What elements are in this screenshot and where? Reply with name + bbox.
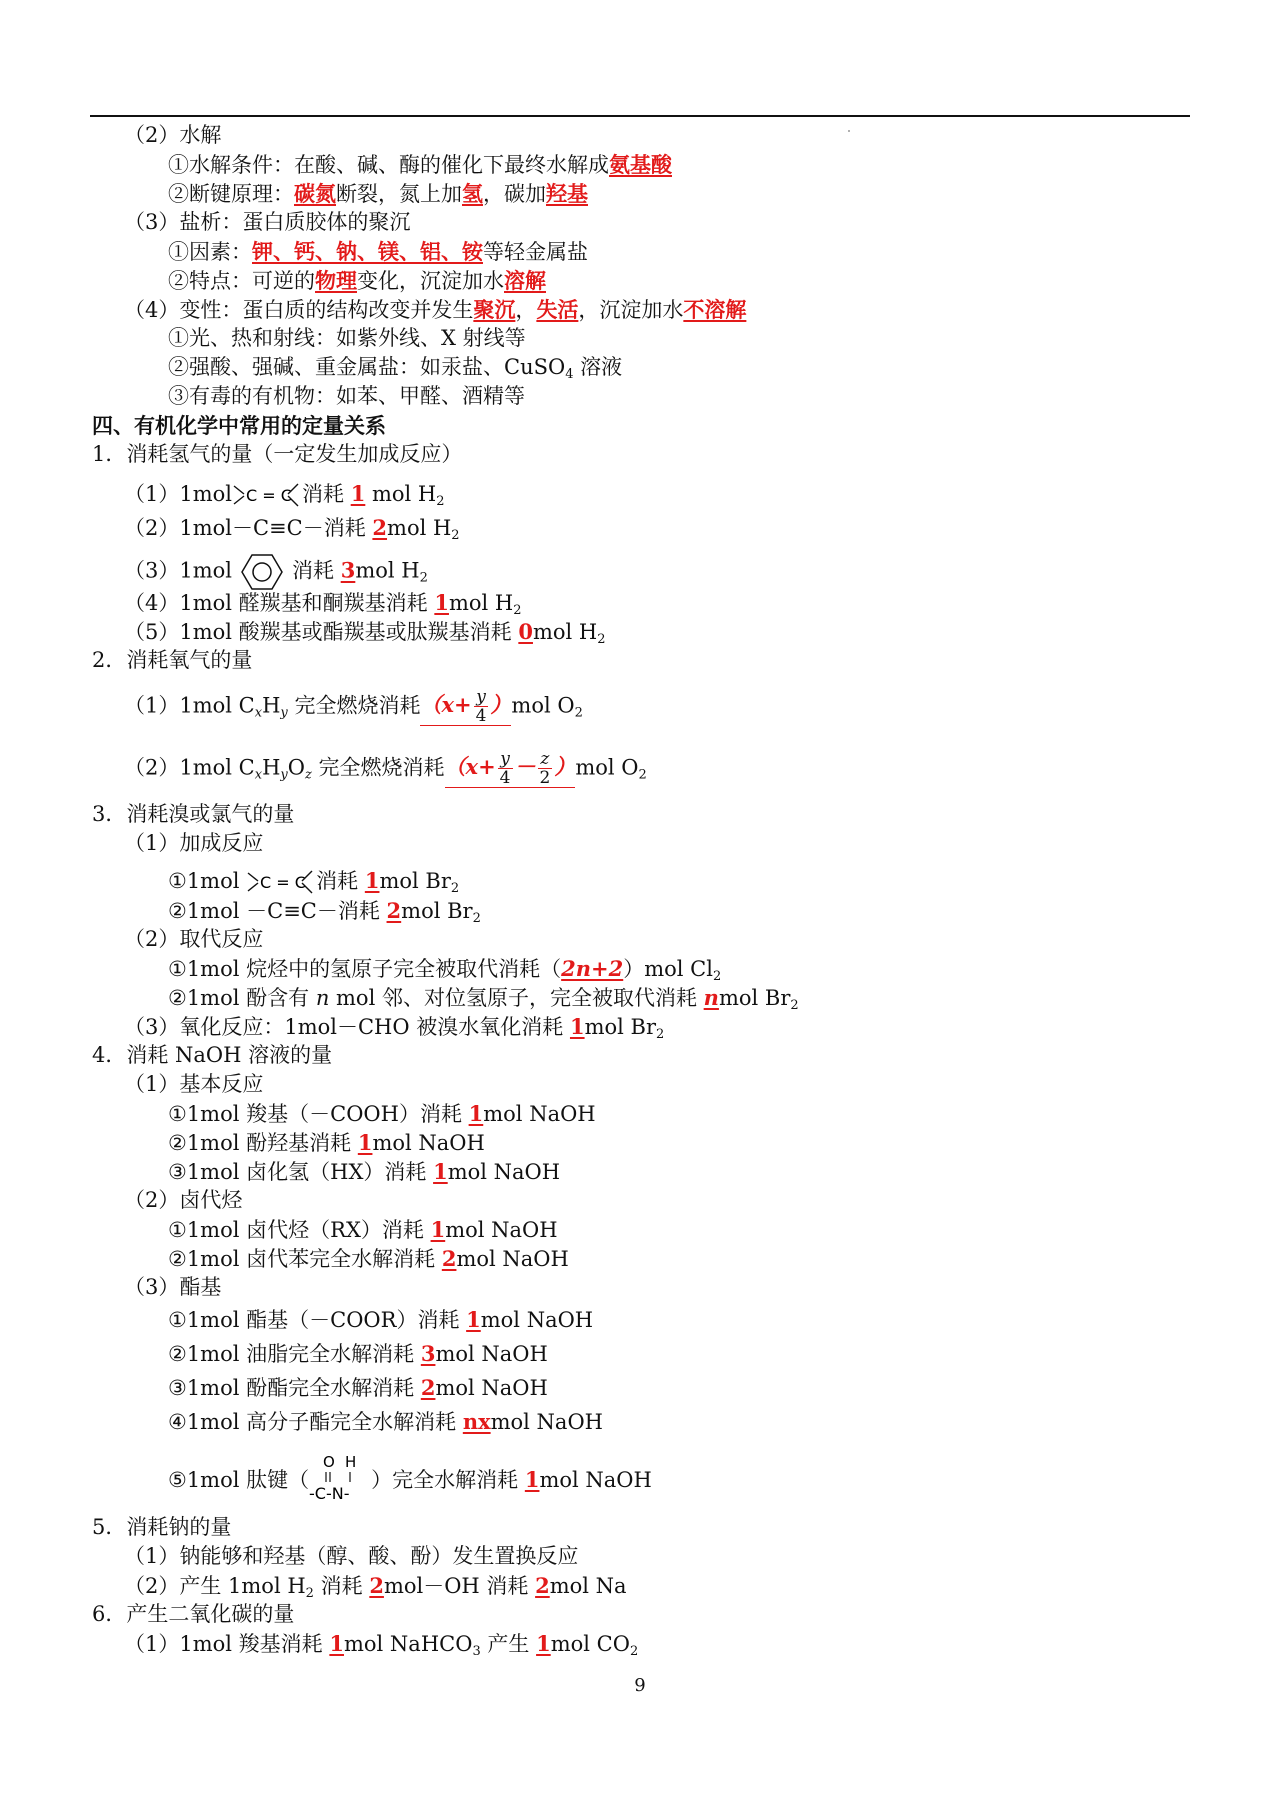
- o2-title: 2．消耗氧气的量: [92, 648, 253, 672]
- naoh-halo-1: ①1mol 卤代烃（RX）消耗 1mol NaOH: [168, 1217, 558, 1242]
- denature-item-3: ③有毒的有机物：如苯、甲醛、酒精等: [168, 384, 525, 408]
- o2-item-1: （1）1mol $C_xH_y$ 完全燃烧消耗（x+ $\frac{y}{4}$ ）mol $O_2$: [124, 687, 583, 726]
- h2-item-3: （3）1mol 消耗 3mol $H_2$: [124, 552, 428, 593]
- hydrolysis-condition: ①水解条件：在酸、碱、酶的催化下最终水解成氨基酸: [168, 152, 672, 177]
- naoh-basic-3: ③1mol 卤化氢（HX）消耗 1mol NaOH: [168, 1159, 561, 1184]
- naoh-ester-title: （3）酯基: [124, 1275, 222, 1299]
- naoh-halo-2: ②1mol 卤代苯完全水解消耗 2mol NaOH: [168, 1246, 569, 1271]
- benzene-ring-icon: [232, 552, 292, 592]
- naoh-basic-2: ②1mol 酚羟基消耗 1mol NaOH: [168, 1130, 485, 1155]
- br-sub-title: （2）取代反应: [124, 927, 264, 951]
- svg-text:C = C: C = C: [260, 872, 307, 892]
- denature-item-2: ②强酸、强碱、重金属盐：如汞盐、CuSO$_4$ 溶液: [168, 355, 623, 382]
- co2-title: 6．产生二氧化碳的量: [92, 1602, 295, 1626]
- na-item-2: （2）产生 1mol $H_2$ 消耗 2mol－OH 消耗 2mol Na: [124, 1573, 627, 1601]
- speck: [848, 130, 850, 132]
- br-add-1: ①1mol C = C 消耗 1mol $Br_2$: [168, 866, 459, 903]
- br-add-title: （1）加成反应: [124, 831, 264, 855]
- section-heading: 四、有机化学中常用的定量关系: [92, 413, 386, 438]
- naoh-title: 4．消耗 NaOH 溶液的量: [92, 1043, 333, 1067]
- svg-text:H: H: [345, 1452, 357, 1471]
- naoh-ester-3: ③1mol 酚酯完全水解消耗 2mol NaOH: [168, 1375, 548, 1400]
- h2-item-4: （4）1mol 醛羰基和酮羰基消耗 1mol $H_2$: [124, 590, 522, 618]
- svg-text:C = C: C = C: [246, 485, 292, 505]
- salting-title: （3）盐析：蛋白质胶体的聚沉: [124, 210, 411, 234]
- na-item-1: （1）钠能够和羟基（醇、酸、酚）发生置换反应: [124, 1544, 579, 1568]
- naoh-basic-1: ①1mol 羧基（－COOH）消耗 1mol NaOH: [168, 1101, 596, 1126]
- o2-answer-1: （x+ $\frac{y}{4}$ ）: [420, 687, 512, 726]
- br-sub-2: ②1mol 酚含有 n mol 邻、对位氢原子，完全被取代消耗 nmol $Br_2$: [168, 985, 799, 1013]
- naoh-ester-1: ①1mol 酯基（－COOR）消耗 1mol NaOH: [168, 1307, 594, 1332]
- o2-answer-2: （x+ $\frac{y}{4}$ － $\frac{z}{2}$ ）: [444, 749, 576, 788]
- hydrolysis-bond-break: ②断键原理：碳氮断裂，氮上加氢，碳加羟基: [168, 181, 588, 206]
- svg-text:O: O: [323, 1452, 335, 1471]
- naoh-basic-title: （1）基本反应: [124, 1072, 264, 1096]
- peptide-bond-structure-icon: [309, 1453, 371, 1511]
- o2-item-2: （2）1mol $C_xH_yO_z$ 完全燃烧消耗（x+ $\frac{y}{4}$ － $\frac{z}{2}$ ）mol $O_2$: [124, 749, 647, 788]
- br-add-2: ②1mol －C≡C－消耗 2mol $Br_2$: [168, 898, 481, 926]
- br-oxidation: （3）氧化反应：1mol－CHO 被溴水氧化消耗 1mol $Br_2$: [124, 1014, 665, 1042]
- page-number: 9: [634, 1675, 646, 1696]
- co2-item-1: （1）1mol 羧基消耗 1mol NaHCO$_3$ 产生 1mol $CO_2$: [124, 1631, 639, 1659]
- alkene-structure-icon: [246, 867, 316, 899]
- naoh-halo-title: （2）卤代烃: [124, 1188, 243, 1212]
- header-rule: [90, 115, 1190, 117]
- denature-title: （4）变性：蛋白质的结构改变并发生聚沉，失活，沉淀加水不溶解: [124, 297, 747, 322]
- naoh-ester-2: ②1mol 油脂完全水解消耗 3mol NaOH: [168, 1341, 548, 1366]
- h2-item-1: （1）1mol C = C 消耗 1 mol $H_2$: [124, 479, 445, 516]
- br-title: 3．消耗溴或氯气的量: [92, 802, 295, 826]
- salting-feature: ②特点：可逆的物理变化，沉淀加水溶解: [168, 268, 546, 293]
- naoh-ester-5: ⑤1mol 肽键（ O H -C-N- ）完全水解消耗 1mol NaOH: [168, 1450, 652, 1511]
- naoh-ester-4: ④1mol 高分子酯完全水解消耗 nxmol NaOH: [168, 1409, 603, 1434]
- na-title: 5．消耗钠的量: [92, 1515, 232, 1539]
- salting-factor: ①因素：钾、钙、钠、镁、铝、铵等轻金属盐: [168, 239, 588, 264]
- hydrolysis-title: （2）水解: [124, 123, 222, 147]
- alkene-structure-icon: [232, 480, 302, 512]
- denature-item-1: ①光、热和射线：如紫外线、X 射线等: [168, 326, 526, 350]
- h2-title: 1．消耗氢气的量（一定发生加成反应）: [92, 442, 463, 466]
- h2-item-5: （5）1mol 酸羰基或酯羰基或肽羰基消耗 0mol $H_2$: [124, 619, 606, 647]
- svg-text:-C-N-: -C-N-: [309, 1483, 350, 1503]
- h2-item-2: （2）1mol－C≡C－消耗 2mol $H_2$: [124, 515, 460, 543]
- br-sub-1: ①1mol 烷烃中的氢原子完全被取代消耗（2n+2）mol $Cl_2$: [168, 956, 722, 984]
